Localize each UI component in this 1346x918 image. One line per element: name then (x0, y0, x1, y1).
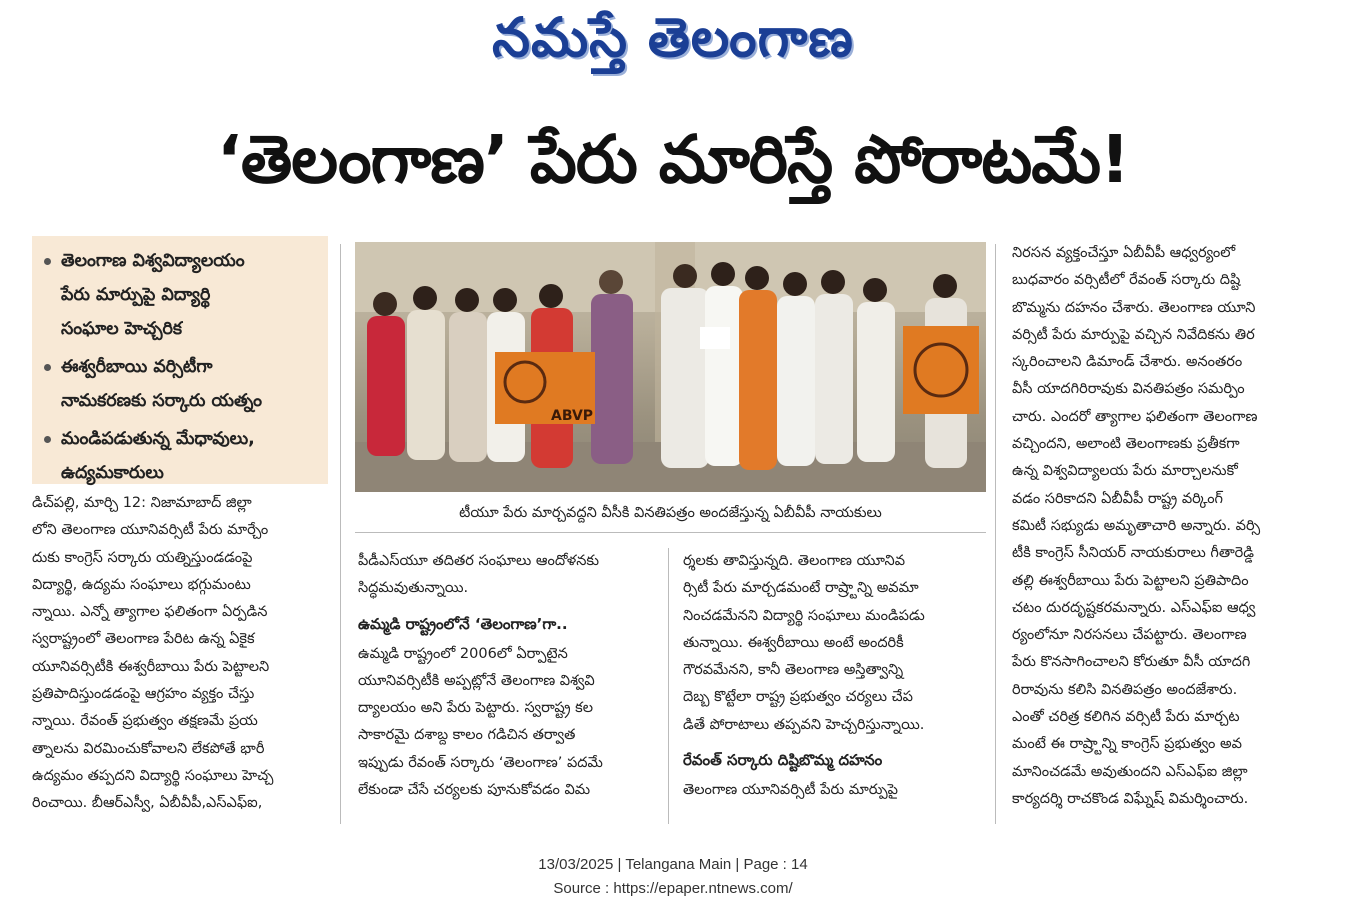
text-line: ఉన్న విశ్వవిద్యాలయ పేరు మార్చాలనుకో (1012, 463, 1238, 480)
photo-caption: టీయూ పేరు మార్చవద్దని వీసీకి వినతిపత్రం అందజేస్తున్న ఏబీవీపీ నాయకులు (459, 505, 882, 521)
highlight-line: నామకరణకు సర్కారు యత్నం (61, 391, 262, 411)
text-line: కమిటీ సభ్యుడు అమృతాచారి అన్నారు. వర్సి (1012, 517, 1261, 534)
highlight-line: తెలంగాణ విశ్వవిద్యాలయం (61, 251, 245, 271)
text-line: దుకు కాంగ్రెస్ సర్కారు యత్నిస్తుండడంపై (32, 549, 253, 566)
text-line: నిరసన వ్యక్తంచేస్తూ ఏబీవీపీ ఆధ్వర్యంలో (1012, 245, 1236, 261)
text-line: ఇప్పుడు రేవంత్ సర్కారు ‘తెలంగాణ’ పదమే (358, 754, 603, 771)
text-line: చారు. ఎందరో త్యాగాల ఫలితంగా తెలంగాణ (1012, 408, 1258, 425)
page-footer (0, 853, 1346, 901)
subheading: రేవంత్ సర్కారు దిష్టిబొమ్మ దహనం (683, 751, 883, 770)
text-line: ఎంతో చరిత్ర కలిగిన వర్సిటీ పేరు మార్చట (1012, 709, 1240, 726)
bullet-icon (44, 436, 51, 443)
text-line: ప్రతిపాదిస్తుండడంపై ఆగ్రహం వ్యక్తం చేస్తు (32, 686, 255, 703)
text-line: వర్సిటీ పేరు మార్పుపై వచ్చిన నివేదికను తిర (1012, 326, 1255, 343)
text-line: ర్యంలోనూ నిరసనలు చేపట్టారు. తెలంగాణ (1012, 627, 1247, 644)
text-line: వీసీ యాదగిరిరావుకు వినతిపత్రం సమర్పిం (1012, 381, 1245, 398)
text-line: ర్శలకు తావిస్తున్నది. తెలంగాణ యూనివ (683, 553, 906, 569)
highlight-line: ఉద్యమకారులు (61, 463, 164, 483)
text-line: టీకి కాంగ్రెస్ సీనియర్ నాయకురాలు గీతారెడ్డి (1012, 545, 1255, 562)
text-line: ఉద్యమం తప్పదని విద్యార్థి సంఘాలు హెచ్చ (32, 767, 274, 784)
text-line: డిచ్‌పల్లి, మార్చి 12: నిజామాబాద్ జిల్లా (32, 495, 252, 511)
text-line: తున్నాయి. ఈశ్వరీబాయి అంటే అందరికీ (683, 634, 904, 651)
column-divider (668, 548, 669, 824)
text-line: పేరు కొనసాగించాలని కోరుతూ వీసీ యాదగి (1012, 654, 1251, 671)
caption-divider (355, 532, 986, 533)
text-line: తెలంగాణ యూనివర్సిటీ పేరు మార్పుపై (683, 782, 898, 799)
text-line: చటం దురదృష్టకరమన్నారు. ఎస్‌ఎఫ్‌ఐ ఆధ్వ (1012, 599, 1256, 616)
highlight-item (44, 422, 320, 490)
text-line: గౌరవమేనని, కానీ తెలంగాణ అస్తిత్వాన్ని (683, 662, 904, 679)
news-photo (355, 242, 986, 492)
highlight-item (44, 244, 320, 346)
text-line: స్కరించాలని డిమాండ్ చేశారు. అనంతరం (1012, 354, 1243, 371)
article-column-3 (683, 548, 983, 804)
text-line: డితే పోరాటాలు తప్పవని హెచ్చరిస్తున్నాయి. (683, 716, 925, 733)
highlight-line: సంఘాల హెచ్చరిక (61, 319, 183, 339)
text-line: నించడమేనని విద్యార్థి సంఘాలు మండిపడు (683, 607, 925, 624)
abvp-banner-right (903, 326, 979, 414)
memorandum-paper (700, 327, 730, 349)
headline: ‘తెలంగాణ’ పేరు మారిస్తే పోరాటమే! (216, 121, 1130, 198)
bullet-icon (44, 364, 51, 371)
bullet-icon (44, 258, 51, 265)
column-divider (995, 244, 996, 824)
article-column-4 (1012, 240, 1317, 813)
text-line: సాకారమై దశాబ్ద కాలం గడిచిన తర్వాత (358, 727, 576, 744)
text-line: పీడీఎస్‌యూ తదితర సంఘాలు ఆందోళనకు (358, 553, 600, 569)
text-line: దెబ్బ కొట్టేలా రాష్ట్ర ప్రభుత్వం చర్యలు చేప (683, 689, 913, 706)
text-line: రించాయి. బీఆర్‌ఎస్వీ, ఏబీవీపీ,ఎస్‌ఎఫ్‌ఐ, (32, 795, 263, 812)
text-line: యూనివర్సిటీకి అప్పట్లోనే తెలంగాణ విశ్వవి (358, 672, 595, 689)
text-line: తల్లి ఈశ్వరీబాయి పేరు పెట్టాలని ప్రతిపాదిం (1012, 572, 1249, 589)
text-line: బొమ్మను దహనం చేశారు. తెలంగాణ యూని (1012, 299, 1256, 316)
text-line: ఉమ్మడి రాష్ట్రంలో 2006లో ఏర్పాటైన (358, 645, 568, 662)
source-link[interactable]: Source : https://epaper.ntnews.com/ (553, 880, 793, 897)
text-line: స్వరాష్ట్రంలో తెలంగాణ పేరిట ఉన్న ఏకైక (32, 631, 255, 648)
edition-info: 13/03/2025 | Telangana Main | Page : 14 (538, 856, 808, 873)
abvp-banner-left (495, 352, 595, 424)
text-line: రిరావును కలిసి వినతిపత్రం అందజేశారు. (1012, 681, 1238, 698)
group-photo-illustration (355, 242, 986, 492)
text-line: లేకుండా చేసే చర్యలకు పూనుకోవడం విమ (358, 782, 591, 799)
banner-text: ABVP (551, 408, 594, 424)
text-line: మంటే ఈ రాష్ర్టాన్ని కాంగ్రెస్ ప్రభుత్వం అవ (1012, 736, 1242, 753)
highlight-item (44, 350, 320, 418)
highlight-line: ఈశ్వరీబాయి వర్సిటీగా (61, 357, 213, 377)
text-line: మానించడమే అవుతుందని ఎస్‌ఎఫ్‌ఐ జిల్లా (1012, 763, 1248, 780)
text-line: త్నాలను విరమించుకోవాలని లేకపోతే భారీ (32, 740, 265, 757)
article-column-2 (358, 548, 656, 804)
column-divider (340, 244, 341, 824)
article-column-1 (32, 490, 332, 818)
text-line: వచ్చిందని, అలాంటి తెలంగాణకు ప్రతీకగా (1012, 436, 1240, 453)
text-line: ర్సిటీ పేరు మార్చడమంటే రాష్ర్టాన్ని అవమా (683, 580, 919, 597)
highlight-line: పేరు మార్పుపై విద్యార్థి (61, 285, 211, 305)
text-line: న్నాయి. ఎన్నో త్యాగాల ఫలితంగా ఏర్పడిన (32, 604, 268, 621)
masthead-logo: నమస్తే తెలంగాణ (492, 5, 854, 69)
highlight-line: మండిపడుతున్న మేధావులు, (61, 429, 255, 449)
highlights-box (32, 236, 328, 484)
subheading: ఉమ్మడి రాష్ట్రంలోనే ‘తెలంగాణ’గా.. (358, 614, 568, 633)
text-line: వడం సరికాదని ఏబీవీపీ రాష్ట్ర వర్కింగ్ (1012, 490, 1224, 507)
text-line: ద్యాలయం అని పేరు పెట్టారు. స్వరాష్ట్ర కల (358, 700, 593, 717)
text-line: బుధవారం వర్సిటీలో రేవంత్ సర్కారు దిష్టి (1012, 272, 1241, 289)
text-line: విద్యార్థి, ఉద్యమ సంఘాలు భగ్గుమంటు (32, 576, 251, 593)
text-line: యూనివర్సిటీకి ఈశ్వరీబాయి పేరు పెట్టాలని (32, 658, 270, 675)
text-line: సిద్ధమవుతున్నాయి. (358, 580, 469, 597)
text-line: లోని తెలంగాణ యూనివర్సిటీ పేరు మార్చేం (32, 522, 269, 539)
text-line: కార్యదర్శి రాచకొండ విఘ్నేష్ విమర్శించారు. (1012, 790, 1249, 807)
text-line: న్నాయి. రేవంత్ ప్రభుత్వం తక్షణమే ప్రయ (32, 713, 258, 730)
